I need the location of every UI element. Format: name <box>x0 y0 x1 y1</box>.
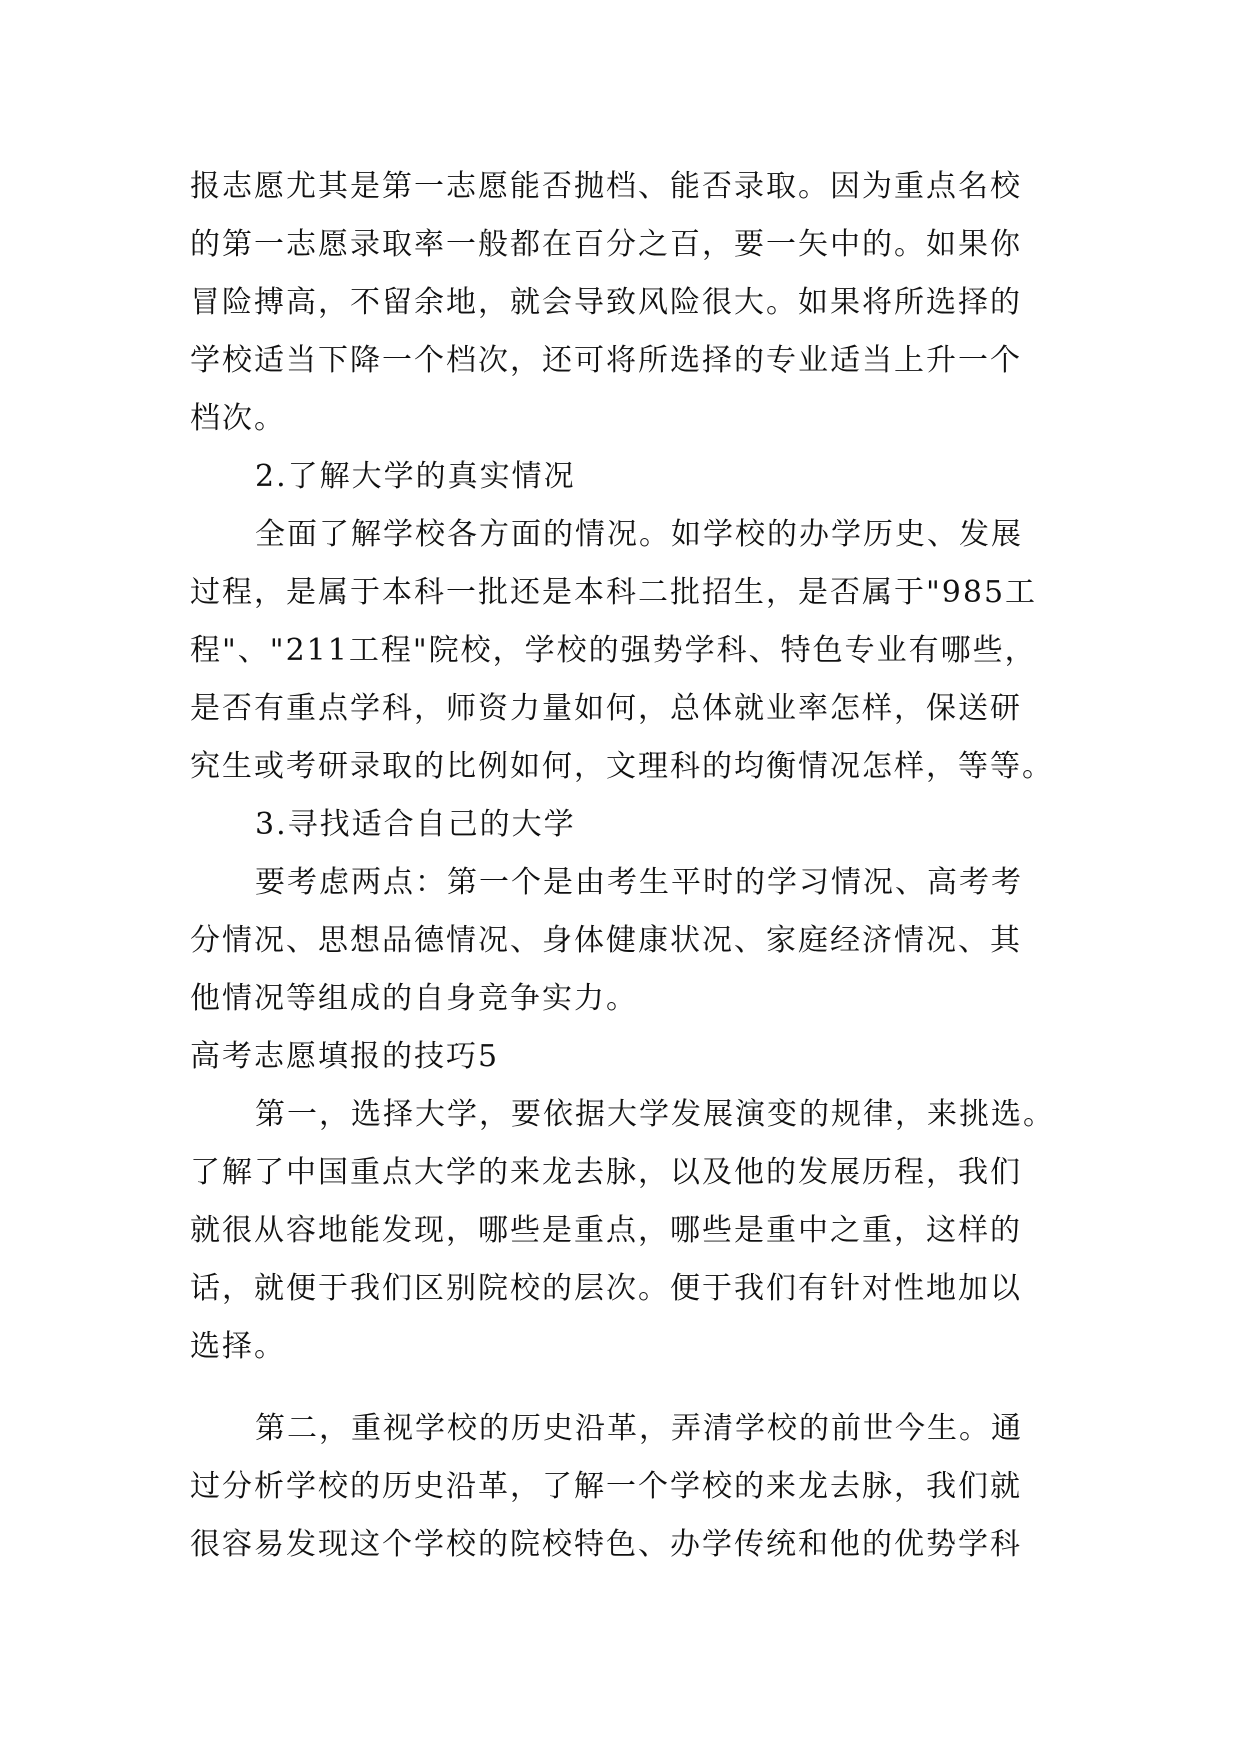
text-line: 冒险搏高，不留余地，就会导致风险很大。如果将所选择的 <box>190 285 1022 320</box>
subheading: 3.寻找适合自己的大学 <box>255 807 576 842</box>
text-line: 是否有重点学科，师资力量如何，总体就业率怎样，保送研 <box>190 691 1022 726</box>
text-line: 究生或考研录取的比例如何，文理科的均衡情况怎样，等等。 <box>190 749 1054 784</box>
text-line: 的第一志愿录取率一般都在百分之百，要一矢中的。如果你 <box>190 227 1022 262</box>
text-line: 过分析学校的历史沿革，了解一个学校的来龙去脉，我们就 <box>190 1469 1022 1504</box>
text-line: 第一，选择大学，要依据大学发展演变的规律，来挑选。 <box>255 1097 1055 1132</box>
text-line: 就很从容地能发现，哪些是重点，哪些是重中之重，这样的 <box>190 1213 1022 1248</box>
section-heading: 高考志愿填报的技巧5 <box>190 1039 500 1074</box>
text-line: 报志愿尤其是第一志愿能否抛档、能否录取。因为重点名校 <box>190 169 1022 204</box>
text-line: 要考虑两点：第一个是由考生平时的学习情况、高考考 <box>255 865 1023 900</box>
text-line: 过程，是属于本科一批还是本科二批招生，是否属于"985工 <box>190 575 1038 610</box>
subheading: 2.了解大学的真实情况 <box>255 459 576 494</box>
text-line: 了解了中国重点大学的来龙去脉，以及他的发展历程，我们 <box>190 1155 1022 1190</box>
text-line: 分情况、思想品德情况、身体健康状况、家庭经济情况、其 <box>190 923 1022 958</box>
text-line: 话，就便于我们区别院校的层次。便于我们有针对性地加以 <box>190 1271 1022 1306</box>
text-line: 第二，重视学校的历史沿革，弄清学校的前世今生。通 <box>255 1411 1023 1446</box>
text-line: 程"、"211工程"院校，学校的强势学科、特色专业有哪些， <box>190 633 1037 668</box>
text-line: 学校适当下降一个档次，还可将所选择的专业适当上升一个 <box>190 343 1022 378</box>
text-line: 档次。 <box>190 401 286 436</box>
text-line: 他情况等组成的自身竞争实力。 <box>190 981 638 1016</box>
text-line: 很容易发现这个学校的院校特色、办学传统和他的优势学科 <box>190 1527 1022 1562</box>
text-line: 选择。 <box>190 1329 286 1364</box>
text-line: 全面了解学校各方面的情况。如学校的办学历史、发展 <box>255 517 1023 552</box>
